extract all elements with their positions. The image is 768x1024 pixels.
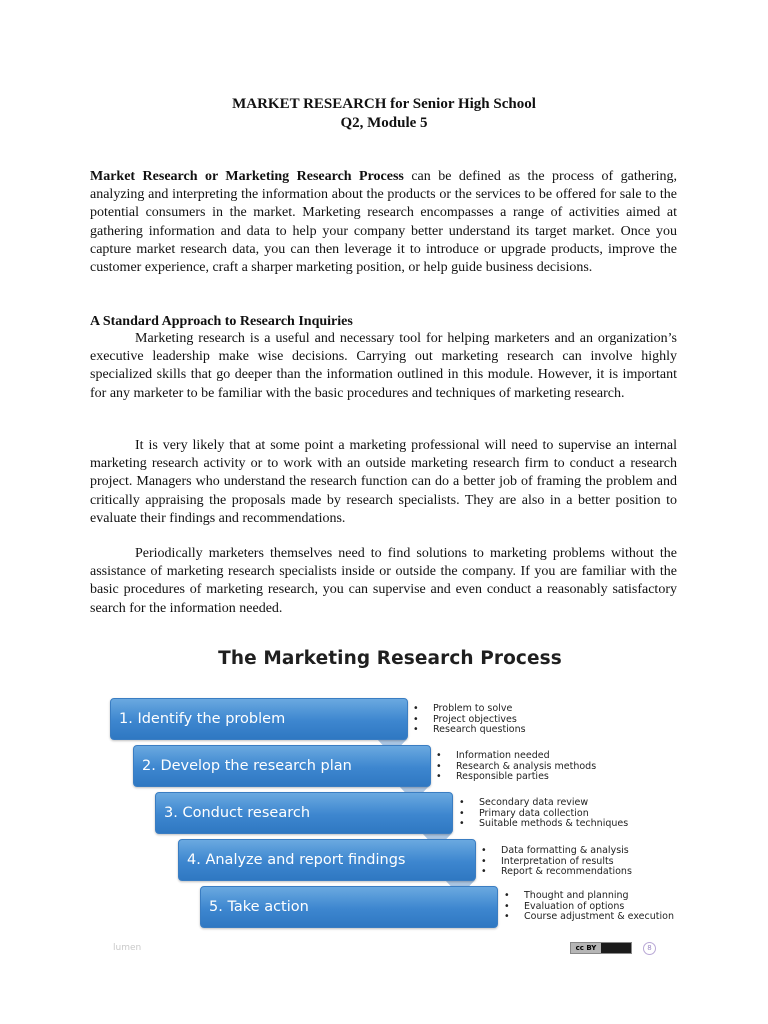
bullet-item: • Project objectives: [413, 715, 526, 726]
diagram-title: The Marketing Research Process: [218, 648, 562, 669]
lumen-logo: lumen: [113, 943, 142, 953]
intro-text: can be defined as the process of gathering, analyzing and interpreting the information about the products or the services to be offered for sale to the potential consumers in the market. Marketing research encompasses a range of activities aimed at gathering information and data to help your company better understand its target market. Once you capture market research data, you can then leverage it to introduce or upgrade products, improve the customer experience, craft a sharper marketing position, or help guide business decisions.: [90, 169, 677, 276]
step-5-details: [504, 891, 674, 923]
bullet-item: • Interpretation of results: [481, 857, 632, 868]
step-3-box: 3. Conduct research: [155, 792, 453, 834]
step-1-details: [413, 704, 526, 736]
bullet-item: • Research & analysis methods: [436, 762, 596, 773]
body-paragraph: Marketing research is a useful and necessary tool for helping marketers and an organization’s executive leadership make wise decisions. Carrying out marketing research can involve highly specialized skills that go deeper than the information outlined in this module. However, it is important for any marketer to be familiar with the basic procedures and techniques of marketing research.: [90, 331, 677, 401]
body-paragraph: It is very likely that at some point a marketing professional will need to supervise an internal marketing research activity or to work with an outside marketing research firm to conduct a research project. Managers who understand the research function can do a better job of framing the problem and critically appraising the proposals made by research specialists. They are also in a better position to evaluate their findings and recommendations.: [90, 438, 677, 526]
bullet-item: • Responsible parties: [436, 772, 596, 783]
title-line-1: MARKET RESEARCH for Senior High School: [232, 96, 536, 112]
step-2-details: [436, 751, 596, 783]
bullet-item: • Thought and planning: [504, 891, 674, 902]
bullet-item: • Report & recommendations: [481, 867, 632, 878]
bullet-item: • Information needed: [436, 751, 596, 762]
bullet-item: • Secondary data review: [459, 798, 628, 809]
bullet-item: • Data formatting & analysis: [481, 846, 632, 857]
page-marker-icon: 8: [643, 942, 656, 955]
intro-bold-lead: Market Research or Marketing Research Process: [90, 169, 404, 184]
step-1-box: 1. Identify the problem: [110, 698, 408, 740]
section-heading: A Standard Approach to Research Inquiries: [90, 314, 353, 329]
bullet-item: • Primary data collection: [459, 809, 628, 820]
title-line-2: Q2, Module 5: [340, 115, 428, 131]
bullet-item: • Suitable methods & techniques: [459, 819, 628, 830]
bullet-item: • Problem to solve: [413, 704, 526, 715]
step-4-box: 4. Analyze and report findings: [178, 839, 476, 881]
bullet-item: • Research questions: [413, 725, 526, 736]
intro-paragraph: [90, 168, 677, 277]
bullet-item: • Course adjustment & execution: [504, 912, 674, 923]
bullet-item: • Evaluation of options: [504, 902, 674, 913]
body-paragraph: Periodically marketers themselves need to find solutions to marketing problems without the assistance of marketing research specialists inside or outside the company. If you are familiar with the basic procedures of marketing research, you can supervise and even conduct a reasonably satisfactory search for the information needed.: [90, 546, 677, 616]
license-badge-label: cc BY: [571, 943, 601, 953]
step-2-box: 2. Develop the research plan: [133, 745, 431, 787]
step-4-details: [481, 846, 632, 878]
step-3-details: [459, 798, 628, 830]
step-5-box: 5. Take action: [200, 886, 498, 928]
cc-by-license-icon: [570, 942, 632, 954]
